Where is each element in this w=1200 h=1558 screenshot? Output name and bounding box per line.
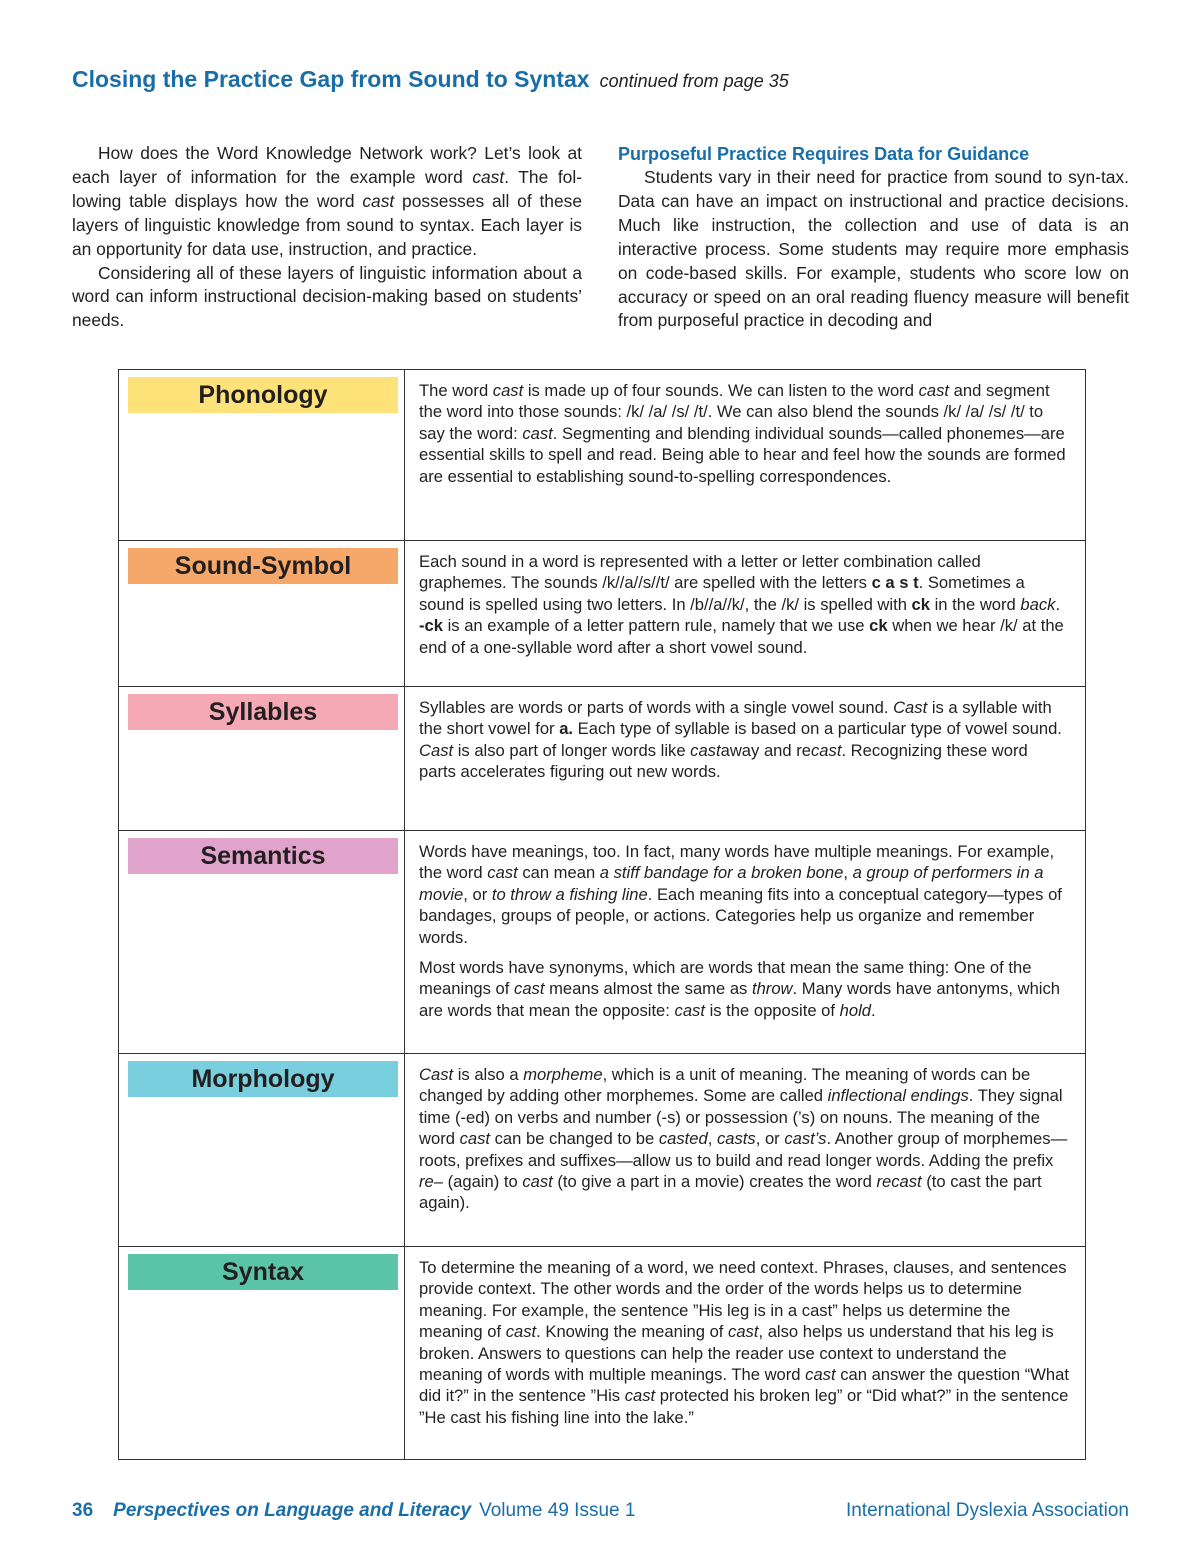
article-title: Closing the Practice Gap from Sound to Syntax [72, 66, 590, 92]
description-text: Syllables are words or parts of words with a single vowel sound. Cast is a syllable with the short vowel for a. Each type of syllable is based on a particular type of vowel sound. Cast is also part of longer words like castaway and recast. Recognizing these word parts accelerates figuring out new words. [419, 698, 1062, 782]
layer-label: Semantics [128, 838, 398, 874]
description-cell [405, 370, 1085, 540]
label-cell [119, 1054, 405, 1246]
organization-name: International Dyslexia Association [845, 1500, 1129, 1521]
description-cell [405, 831, 1085, 1053]
intro-right-column [618, 142, 1129, 333]
continued-note: continued from page 35 [599, 71, 789, 91]
label-cell [119, 370, 405, 540]
description-cell [405, 687, 1085, 830]
label-cell [119, 541, 405, 686]
label-cell [119, 831, 405, 1053]
layer-label: Syntax [128, 1254, 398, 1290]
intro-paragraph-2: Considering all of these layers of linguistic information about a word can inform instructional decision-making based on students’ needs. [72, 262, 582, 331]
layer-label: Syllables [128, 694, 398, 730]
description-cell [405, 1054, 1085, 1246]
label-cell [119, 687, 405, 830]
table-row [119, 1053, 1085, 1246]
intro-paragraph-1: How does the Word Knowledge Network work? Let’s look at each layer of information for the example word cast. The fol-lowing table displays how the word cast possesses all of these layers of linguistic knowledge from sound to syntax. Each layer is an opportunity for data use, instruction, and practice. [72, 143, 583, 259]
description-cell [405, 541, 1085, 686]
page-footer [72, 1500, 1129, 1522]
layer-label: Phonology [128, 377, 398, 413]
table-row [119, 540, 1085, 686]
description-text: Words have meanings, too. In fact, many words have multiple meanings. For example, the word cast can mean a stiff bandage for a broken bone, a group of performers in a movie, or to throw a fishing line. Each meaning fits into a conceptual category—types of bandages, groups of people, or actions. Categories help us organize and remember words. [419, 842, 1062, 947]
table-row [119, 686, 1085, 830]
footer-left [72, 1500, 635, 1522]
table-row [119, 830, 1085, 1053]
section-heading: Purposeful Practice Requires Data for Guidance [618, 144, 1030, 164]
description-cell [405, 1247, 1085, 1459]
label-cell [119, 1247, 405, 1459]
journal-name: Perspectives on Language and Literacy [113, 1500, 472, 1521]
intro-left-column [72, 142, 582, 333]
journal-issue: Volume 49 Issue 1 [479, 1500, 636, 1521]
table-row [119, 1246, 1085, 1459]
section-paragraph: Students vary in their need for practice from sound to syn-tax. Data can have an impact on instructional and practice decisions. Much like instruction, the collection and use of data is an interactive process. Some students may require more emphasis on code-based skills. For example, students who score low on accuracy or speed on an oral reading fluency measure will benefit from purposeful practice in decoding and [618, 167, 1129, 331]
description-text: Each sound in a word is represented with a letter or letter combination called graphemes. The sounds /k//a//s//t/ are spelled with the letters c a s t. Sometimes a sound is spelled using two letters. In /b//a//k/, the /k/ is spelled with ck in the word back. -ck is an example of a letter pattern rule, namely that we use ck when we hear /k/ at the end of a one-syllable word after a short vowel sound. [419, 552, 1064, 657]
page-header [72, 66, 1132, 93]
layer-label: Sound-Symbol [128, 548, 398, 584]
table-row [119, 370, 1085, 540]
description-text: Cast is also a morpheme, which is a unit of meaning. The meaning of words can be changed by adding other morphemes. Some are called inflectional endings. They signal time (-ed) on verbs and number (-s) or possession (’s) on nouns. The meaning of the word cast can be changed to be casted, casts, or cast’s. Another group of morphemes—roots, prefixes and suffixes—allow us to build and read longer words. Adding the prefix re– (again) to cast (to give a part in a movie) creates the word recast (to cast the part again). [419, 1065, 1068, 1213]
description-text: The word cast is made up of four sounds. We can listen to the word cast and segment the word into those sounds: /k/ /a/ /s/ /t/. We can also blend the sounds /k/ /a/ /s/ /t/ to say the word: cast. Segmenting and blending individual sounds—called phonemes—are essential skills to spell and read. Being able to hear and feel how the sounds are formed are essential to establishing sound-to-spelling correspondences. [419, 381, 1066, 486]
word-knowledge-table [118, 369, 1086, 1460]
page-number: 36 [72, 1500, 94, 1521]
description-text: To determine the meaning of a word, we need context. Phrases, clauses, and sentences provide context. The other words and the order of the words helps us to determine meaning. For example, the sentence ”His leg is in a cast” helps us determine the meaning of cast. Knowing the meaning of cast, also helps us understand that his leg is broken. Answers to questions can help the reader use context to understand the meaning of words with multiple meanings. The word cast can answer the question “What did it?” in the sentence ”His cast protected his broken leg” or “Did what?” in the sentence ”He cast his fishing line into the lake.” [419, 1258, 1069, 1427]
description-text-2: Most words have synonyms, which are words that mean the same thing: One of the meanings of cast means almost the same as throw. Many words have antonyms, which are words that mean the opposite: cast is the opposite of hold. [419, 958, 1061, 1020]
layer-label: Morphology [128, 1061, 398, 1097]
